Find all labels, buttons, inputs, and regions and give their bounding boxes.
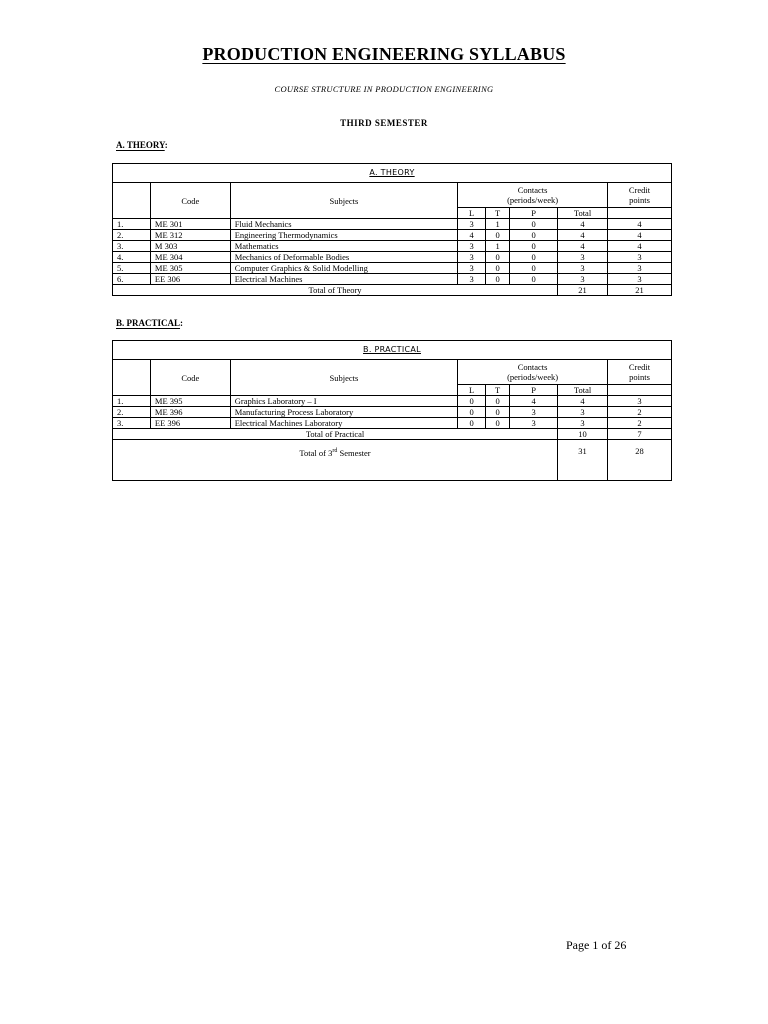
practical-cell-code: EE 396 [150,418,230,429]
theory-cell-l: 4 [458,230,486,241]
theory-cell-code: ME 304 [150,252,230,263]
theory-cell-total: 4 [558,230,608,241]
theory-cell-l: 3 [458,274,486,285]
practical-contacts-header: Contacts (periods/week) [458,360,608,385]
practical-row [113,418,672,429]
practical-subjects-header: Subjects [230,360,457,396]
theory-sl-header [113,183,151,219]
practical-cell-credit: 2 [608,418,672,429]
theory-rows [113,219,672,285]
theory-subjects-header: Subjects [230,183,457,219]
theory-total-value: 21 [558,285,608,296]
theory-cell-sl: 6. [113,274,151,285]
theory-cell-credit: 3 [608,274,672,285]
semester-total-value: 31 [558,440,608,481]
theory-cell-t: 0 [486,274,510,285]
practical-label-text: B. PRACTICAL [116,318,181,328]
practical-cell-total: 4 [558,396,608,407]
practical-cell-p: 3 [510,407,558,418]
practical-cell-subject: Electrical Machines Laboratory [230,418,457,429]
practical-rows [113,396,672,429]
practical-credit-subheader [608,385,672,396]
practical-cell-p: 3 [510,418,558,429]
semester-total-prefix: Total of 3 [299,447,333,458]
practical-cell-credit: 3 [608,396,672,407]
practical-cell-l: 0 [458,407,486,418]
practical-total-label: Total of Practical [113,429,558,440]
theory-cell-code: ME 305 [150,263,230,274]
theory-cell-t: 0 [486,230,510,241]
practical-cell-subject: Graphics Laboratory – I [230,396,457,407]
theory-cell-subject: Mechanics of Deformable Bodies [230,252,457,263]
theory-cell-l: 3 [458,219,486,230]
theory-cell-sl: 5. [113,263,151,274]
semester-total-suffix: Semester [337,447,371,458]
practical-total-value: 10 [558,429,608,440]
theory-total-label: Total of Theory [113,285,558,296]
theory-cell-total: 3 [558,252,608,263]
theory-row [113,252,672,263]
theory-credit-subheader [608,208,672,219]
theory-row [113,241,672,252]
practical-cell-code: ME 396 [150,407,230,418]
theory-row [113,274,672,285]
theory-credit-header: Credit points [608,183,672,208]
practical-p-header: P [510,385,558,396]
practical-sl-header [113,360,151,396]
practical-cell-t: 0 [486,418,510,429]
theory-total-header: Total [558,208,608,219]
theory-cell-code: ME 301 [150,219,230,230]
theory-label-suffix: : [164,140,168,150]
theory-cell-sl: 1. [113,219,151,230]
practical-l-header: L [458,385,486,396]
practical-t-header: T [486,385,510,396]
theory-cell-p: 0 [510,252,558,263]
theory-contacts-header: Contacts (periods/week) [458,183,608,208]
practical-cell-p: 4 [510,396,558,407]
theory-cell-credit: 4 [608,241,672,252]
theory-cell-credit: 3 [608,252,672,263]
theory-row [113,230,672,241]
theory-cell-credit: 4 [608,230,672,241]
practical-total-header: Total [558,385,608,396]
practical-cell-sl: 1. [113,396,151,407]
theory-cell-t: 0 [486,263,510,274]
practical-cell-code: ME 395 [150,396,230,407]
theory-caption: A. THEORY [113,164,672,183]
theory-l-header: L [458,208,486,219]
practical-label-suffix: : [180,318,184,328]
practical-cell-l: 0 [458,396,486,407]
practical-cell-subject: Manufacturing Process Laboratory [230,407,457,418]
practical-total-credit: 7 [608,429,672,440]
theory-cell-credit: 3 [608,263,672,274]
theory-cell-l: 3 [458,241,486,252]
practical-section-label [116,318,183,328]
theory-cell-code: M 303 [150,241,230,252]
theory-cell-p: 0 [510,219,558,230]
theory-cell-sl: 3. [113,241,151,252]
theory-cell-subject: Computer Graphics & Solid Modelling [230,263,457,274]
theory-cell-p: 0 [510,274,558,285]
semester-heading: THIRD SEMESTER [340,118,428,128]
practical-row [113,396,672,407]
theory-cell-p: 0 [510,241,558,252]
practical-caption: B. PRACTICAL [113,341,672,360]
theory-cell-subject: Fluid Mechanics [230,219,457,230]
theory-cell-l: 3 [458,252,486,263]
theory-cell-subject: Mathematics [230,241,457,252]
theory-cell-p: 0 [510,263,558,274]
practical-cell-t: 0 [486,407,510,418]
theory-section-label [116,140,168,150]
practical-cell-credit: 2 [608,407,672,418]
page-number: Page 1 of 26 [566,938,627,952]
theory-code-header: Code [150,183,230,219]
theory-cell-code: ME 312 [150,230,230,241]
practical-cell-t: 0 [486,396,510,407]
theory-cell-sl: 2. [113,230,151,241]
theory-cell-t: 1 [486,219,510,230]
theory-p-header: P [510,208,558,219]
theory-label-text: A. THEORY [116,140,165,150]
practical-cell-sl: 3. [113,418,151,429]
theory-cell-t: 0 [486,252,510,263]
theory-cell-t: 1 [486,241,510,252]
practical-cell-sl: 2. [113,407,151,418]
theory-cell-subject: Electrical Machines [230,274,457,285]
document-title [0,44,768,65]
theory-cell-l: 3 [458,263,486,274]
theory-cell-credit: 4 [608,219,672,230]
theory-cell-total: 4 [558,241,608,252]
semester-total-sup: rd [332,448,338,454]
practical-cell-total: 3 [558,418,608,429]
theory-row [113,263,672,274]
theory-cell-subject: Engineering Thermodynamics [230,230,457,241]
practical-cell-total: 3 [558,407,608,418]
practical-credit-header: Credit points [608,360,672,385]
theory-cell-total: 4 [558,219,608,230]
theory-table [112,163,672,296]
practical-cell-l: 0 [458,418,486,429]
practical-code-header: Code [150,360,230,396]
course-structure-subtitle: COURSE STRUCTURE IN PRODUCTION ENGINEERING [274,84,494,94]
document-title-text: PRODUCTION ENGINEERING SYLLABUS [202,44,566,64]
theory-t-header: T [486,208,510,219]
semester-total-credit: 28 [608,440,672,481]
theory-cell-total: 3 [558,263,608,274]
semester-total-label [113,440,558,481]
theory-cell-p: 0 [510,230,558,241]
theory-cell-total: 3 [558,274,608,285]
practical-row [113,407,672,418]
theory-cell-code: EE 306 [150,274,230,285]
theory-total-credit: 21 [608,285,672,296]
theory-cell-sl: 4. [113,252,151,263]
practical-table [112,340,672,481]
theory-row [113,219,672,230]
